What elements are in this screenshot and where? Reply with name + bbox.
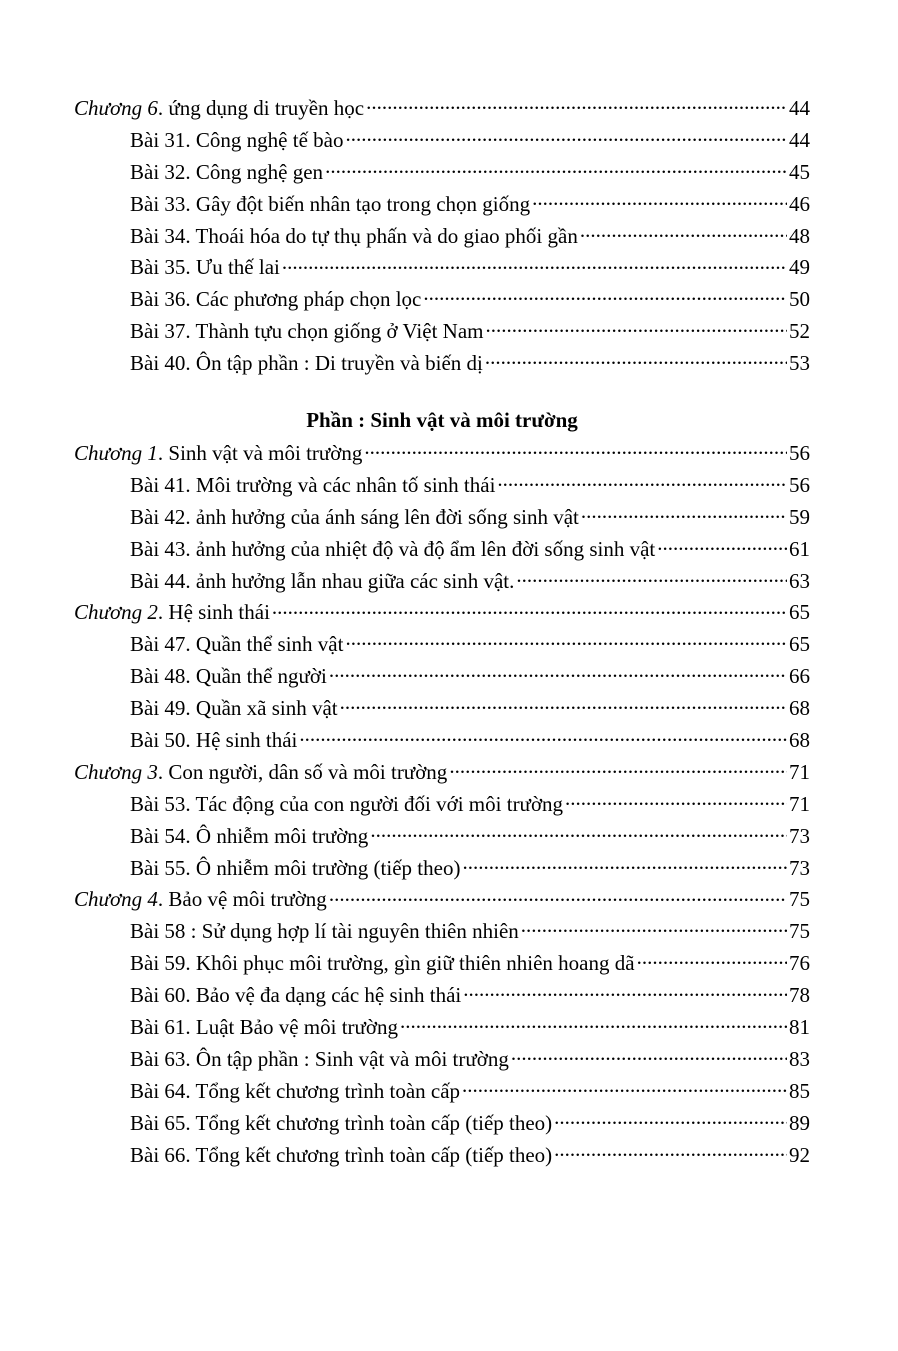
toc-lesson[interactable] (74, 693, 810, 725)
section-heading: Phần : Sinh vật và môi trường (306, 408, 578, 433)
toc-lesson[interactable] (74, 1076, 810, 1108)
page-number: 45 (789, 159, 810, 184)
toc-lesson[interactable] (74, 502, 810, 534)
chapter-title: . Hệ sinh thái (157, 600, 270, 625)
lesson-label: Bài 53. Tác động của con người đối với môi trường (130, 791, 564, 816)
dot-leader (299, 726, 787, 747)
page-number: 50 (789, 287, 810, 312)
dot-leader (449, 758, 787, 779)
page-number: 75 (789, 919, 810, 944)
page-number: 73 (789, 855, 810, 880)
lesson-label: Bài 49. Quần xã sinh vật (130, 696, 338, 721)
dot-leader (282, 253, 787, 274)
chapter-title: . ứng dụng di truyền học (157, 96, 365, 120)
toc-lesson[interactable] (74, 348, 810, 380)
lesson-label: Bài 50. Hệ sinh thái (130, 728, 298, 753)
toc-lesson[interactable] (74, 125, 810, 157)
chapter-prefix: Chương 6 (74, 96, 158, 120)
chapter-prefix: Chương 1 (74, 441, 158, 466)
lesson-label: Bài 47. Quần thể sinh vật (130, 632, 344, 657)
page-number: 71 (789, 791, 810, 816)
dot-leader (340, 694, 787, 715)
page-number: 78 (789, 983, 810, 1008)
toc-lesson[interactable] (74, 789, 810, 821)
dot-leader (532, 190, 787, 211)
dot-leader (657, 535, 787, 556)
lesson-label: Bài 58 : Sử dụng hợp lí tài nguyên thiên nhiên (130, 919, 519, 944)
toc-lesson[interactable] (74, 916, 810, 948)
lesson-label: Bài 37. Thành tựu chọn giống ở Việt Nam (130, 319, 484, 344)
lesson-label: Bài 40. Ôn tập phần : Di truyền và biến dị (130, 351, 483, 376)
chapter-label (74, 93, 364, 125)
dot-leader (497, 471, 787, 492)
page-number: 53 (789, 351, 810, 376)
lesson-label: Bài 31. Công nghệ tế bào (130, 127, 344, 152)
toc-chapter-3[interactable] (74, 757, 810, 789)
toc-lesson[interactable] (74, 853, 810, 885)
page-number: 46 (789, 191, 810, 216)
chapter-label (74, 597, 270, 629)
dot-leader (554, 1141, 787, 1162)
toc-lesson[interactable] (74, 316, 810, 348)
chapter-label (74, 438, 362, 470)
dot-leader (485, 349, 787, 370)
page-number: 61 (789, 536, 810, 561)
lesson-label: Bài 42. ảnh hưởng của ánh sáng lên đời sống sinh vật (130, 504, 579, 529)
dot-leader (272, 598, 787, 619)
page-number: 83 (789, 1046, 810, 1071)
dot-leader (463, 981, 787, 1002)
toc-chapter-6[interactable] (74, 93, 810, 125)
toc-lesson[interactable] (74, 189, 810, 221)
dot-leader (565, 790, 787, 811)
page-number: 56 (789, 472, 810, 497)
lesson-label: Bài 44. ảnh hưởng lẫn nhau giữa các sinh vật. (130, 568, 515, 593)
toc-lesson[interactable] (74, 566, 810, 598)
lesson-label: Bài 61. Luật Bảo vệ môi trường (130, 1015, 399, 1040)
chapter-prefix: Chương 2 (74, 600, 158, 625)
dot-leader (329, 662, 787, 683)
lesson-label: Bài 32. Công nghệ gen (130, 159, 324, 184)
toc-lesson[interactable] (74, 157, 810, 189)
chapter-title: . Con người, dân số và môi trường (157, 759, 448, 784)
page-number: 49 (789, 255, 810, 280)
toc-lesson[interactable] (74, 221, 810, 253)
page-number: 68 (789, 696, 810, 721)
page-number: 63 (789, 568, 810, 593)
dot-leader (521, 917, 787, 938)
page-number: 44 (789, 127, 810, 152)
dot-leader (370, 822, 787, 843)
lesson-label: Bài 33. Gây đột biến nhân tạo trong chọn giống (130, 191, 531, 216)
chapter-prefix: Chương 4 (74, 887, 158, 912)
page-number: 68 (789, 728, 810, 753)
dot-leader (329, 885, 787, 906)
lesson-label: Bài 66. Tổng kết chương trình toàn cấp (tiếp theo) (130, 1142, 553, 1167)
toc-lesson[interactable] (74, 1108, 810, 1140)
toc-lesson[interactable] (74, 1044, 810, 1076)
dot-leader (325, 158, 787, 179)
lesson-label: Bài 55. Ô nhiễm môi trường (tiếp theo) (130, 855, 461, 880)
page-number: 85 (789, 1078, 810, 1103)
lesson-label: Bài 54. Ô nhiễm môi trường (130, 823, 369, 848)
lesson-label: Bài 43. ảnh hưởng của nhiệt độ và độ ẩm lên đời sống sinh vật (130, 536, 656, 561)
toc-lesson[interactable] (74, 948, 810, 980)
toc-lesson[interactable] (74, 1140, 810, 1172)
chapter-prefix: Chương 3 (74, 759, 158, 784)
chapter-label (74, 757, 447, 789)
page-number: 65 (789, 600, 810, 625)
dot-leader (581, 503, 787, 524)
toc-chapter-2[interactable] (74, 597, 810, 629)
dot-leader (511, 1045, 787, 1066)
page-number: 73 (789, 823, 810, 848)
toc-chapter-1[interactable] (74, 438, 810, 470)
dot-leader (400, 1013, 787, 1034)
page-number: 71 (789, 759, 810, 784)
dot-leader (554, 1109, 787, 1130)
dot-leader (345, 126, 787, 147)
page-number: 89 (789, 1110, 810, 1135)
toc-lesson[interactable] (74, 284, 810, 316)
page-number: 65 (789, 632, 810, 657)
lesson-label: Bài 60. Bảo vệ đa dạng các hệ sinh thái (130, 983, 462, 1008)
toc-lesson[interactable] (74, 534, 810, 566)
page-number: 75 (789, 887, 810, 912)
dot-leader (345, 630, 787, 651)
toc-chapter-4[interactable] (74, 884, 810, 916)
page-number: 56 (789, 441, 810, 466)
page-number: 66 (789, 664, 810, 689)
toc-lesson[interactable] (74, 252, 810, 284)
chapter-label (74, 884, 327, 916)
lesson-label: Bài 64. Tổng kết chương trình toàn cấp (130, 1078, 461, 1103)
table-of-contents (74, 93, 810, 1172)
chapter-title: . Sinh vật và môi trường (157, 441, 363, 466)
lesson-label: Bài 63. Ôn tập phần : Sinh vật và môi trường (130, 1046, 509, 1071)
lesson-label: Bài 41. Môi trường và các nhân tố sinh thái (130, 472, 496, 497)
dot-leader (462, 854, 787, 875)
page-number: 81 (789, 1015, 810, 1040)
lesson-label: Bài 34. Thoái hóa do tự thụ phấn và do giao phối gần (130, 223, 578, 248)
lesson-label: Bài 36. Các phương pháp chọn lọc (130, 287, 422, 312)
page-number: 52 (789, 319, 810, 344)
dot-leader (516, 567, 787, 588)
lesson-label: Bài 35. Ưu thế lai (130, 255, 280, 280)
toc-lesson[interactable] (74, 661, 810, 693)
dot-leader (637, 949, 787, 970)
toc-lesson[interactable] (74, 725, 810, 757)
toc-lesson[interactable] (74, 629, 810, 661)
lesson-label: Bài 65. Tổng kết chương trình toàn cấp (tiếp theo) (130, 1110, 553, 1135)
lesson-label: Bài 48. Quần thể người (130, 664, 327, 689)
page-number: 44 (789, 96, 810, 120)
dot-leader (423, 285, 787, 306)
toc-lesson[interactable] (74, 821, 810, 853)
dot-leader (580, 222, 787, 243)
toc-lesson[interactable] (74, 1012, 810, 1044)
dot-leader (366, 94, 787, 115)
dot-leader (462, 1077, 787, 1098)
toc-lesson[interactable] (74, 980, 810, 1012)
page-number: 59 (789, 504, 810, 529)
page-number: 76 (789, 951, 810, 976)
lesson-label: Bài 59. Khôi phục môi trường, gìn giữ thiên nhiên hoang dã (130, 951, 635, 976)
dot-leader (486, 317, 788, 338)
dot-leader (364, 439, 787, 460)
chapter-title: . Bảo vệ môi trường (157, 887, 327, 912)
toc-lesson[interactable] (74, 470, 810, 502)
page-number: 48 (789, 223, 810, 248)
page-number: 92 (789, 1142, 810, 1167)
